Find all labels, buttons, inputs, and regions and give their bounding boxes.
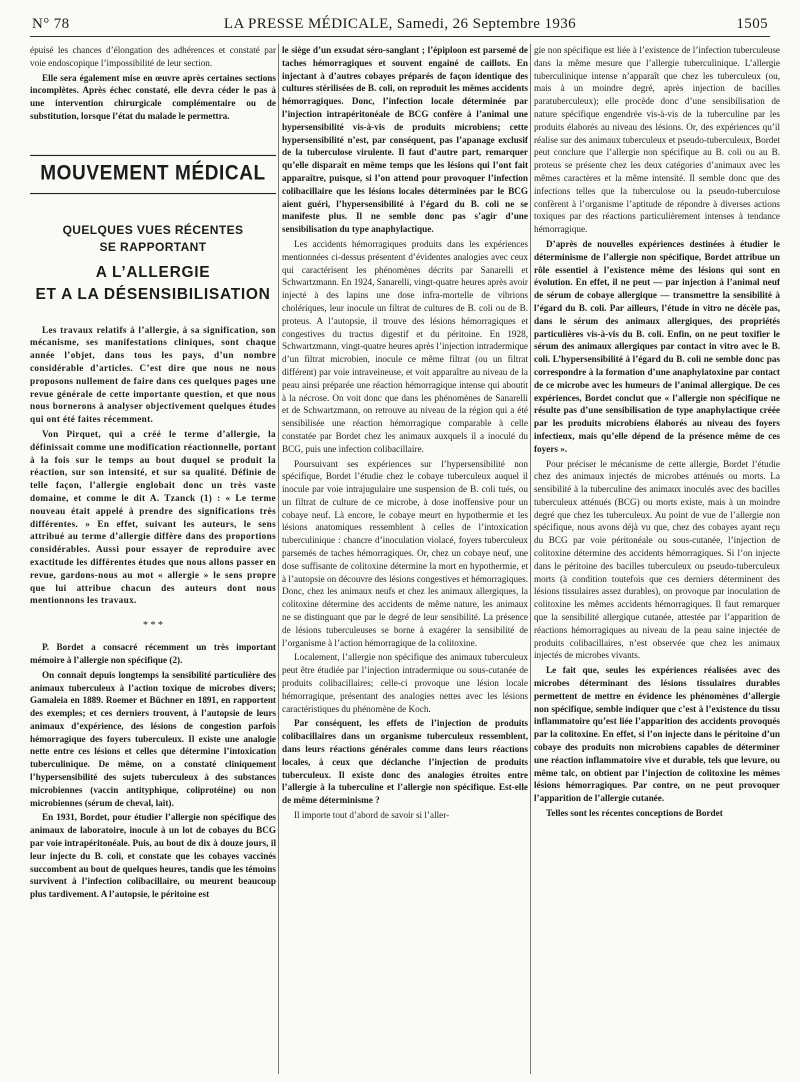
article-title [30, 262, 276, 306]
paragraph: Le fait que, seules les expériences réalisées avec des microbes déterminant des lésions tissulaires durables permettent de mettre en évidence les phénomènes d’allergie non spécifique, semble indiquer que c’est à l’existence du tissu inflammatoire qu’est liée l’apparition des accidents provoqués par la colitoxine. En effet, si l’on injecte dans le péritoine d’un cobaye des produits non microbiens capables de déterminer une réaction inflammatoire vive et durable, tels que levure, ou même talc, on obtient par l’injection de colitoxine les mêmes lésions hémorragiques. Par contre, on ne peut provoquer l’apparition de l’allergie cutanée. [534, 665, 780, 804]
paragraph: En 1931, Bordet, pour étudier l’allergie non spécifique des animaux de laboratoire, inocule à un lot de cobayes du BCG par voie intrapéritonéale. Puis, au bout de dix à douze jours, il leur injecte du B. coli, et constate que les cobayes vaccinés succombent au bout de quelques heures, tandis que les témoins survivent à l’infection colibacillaire, ou meurent beaucoup plus tardivement. A l’autopsie, le péritoine est [30, 812, 276, 900]
column-rule [278, 44, 279, 1074]
paragraph: D’après de nouvelles expériences destinées à étudier le déterminisme de l’allergie non spécifique, Bordet attribue un rôle essentiel à l’existence même des lésions qui sont en évolution. En effet, il ne peut — par injection à l’animal neuf de sérum de cobaye allergique — transmettre la sensibilité à l’égard du B. coli. Par ailleurs, l’étude in vitro ne décèle pas, dans le sérum des animaux allergiques, des propriétés particulières vis-à-vis du B. coli. Enfin, on ne peut toxifier le sérum des animaux allergiques par contact in vitro avec le B. coli. L’hypersensibilité à l’égard du B. coli ne semble donc pas correspondre à la formation d’une anaphylatoxine par contact de ce microbe avec les humeurs de l’animal allergique. De ces expériences, Bordet conclut que « l’allergie non spécifique ne résulte pas d’une sensibilisation de type anaphylactique créée par les produits microbiens élaborés au niveau des foyers infectieux, mais qu’elle dépend de la présence même de ces foyers ». [534, 238, 780, 454]
paragraph: Localement, l’allergie non spécifique des animaux tuberculeux peut être étudiée par l’injection intradermique ou sous-cutanée de produits colibacillaires; celle-ci provoque une lésion locale hémorragique, présentant des analogies nettes avec les lésions caractéristiques du phénomène de Koch. [282, 652, 528, 714]
page-header [30, 12, 770, 38]
paragraph: P. Bordet a consacré récemment un très important mémoire à l’allergie non spécifique (2). [30, 642, 276, 665]
section-separator: * * * [143, 620, 163, 632]
column-3 [534, 44, 780, 1076]
paragraph: Par conséquent, les effets de l’injection de produits colibacillaires dans un organisme tuberculeux ressemblent, dans leurs réactions générales comme dans leurs réactions locales, à ceux que déclanche l’injection de produits tuberculeux. Il existe donc des analogies étroites entre l’allergie à la tuberculine et l’allergie non spécifique. Est-elle de même déterminisme ? [282, 718, 528, 806]
header-rule [30, 36, 770, 37]
section-title: MOUVEMENT MÉDICAL [30, 155, 276, 194]
paragraph: Telles sont les récentes conceptions de Bordet [546, 808, 723, 819]
title-line: A L’ALLERGIE [95, 263, 211, 281]
kicker-line: SE RAPPORTANT [99, 239, 207, 254]
paragraph: Poursuivant ses expériences sur l’hypersensibilité non spécifique, Bordet l’étudie chez le cobaye tuberculeux auquel il inocule par voie intrajugulaire une suspension de B. coli tués, ou un filtrat de culture de ce microbe, à dose inoffensive pour un cobaye neuf. Là encore, le cobaye meurt en hypothermie et les lésions anatomiques ressemblent à celles de l’intoxication tuberculinique : chancre d’inoculation violacé, foyers tuberculeux parsemés de taches hémorragiques. Or, chez un cobaye neuf, une dose suffisante de colitoxine détermine la mort en hypothermie, et à l’autopsie on découvre des lésions congestives et hémorragiques. Donc, chez les animaux neufs et chez les animaux allergiques, la colitoxine détermine des accidents de même nature, les animaux ne se distinguant que par le degré de leur sensibilité. La présence de lésions tuberculeuses se borne à exagérer la sensibilité de l’organisme à l’action hémorragique de la colitoxine. [282, 458, 528, 648]
paragraph: Von Pirquet, qui a créé le terme d’allergie, la définissait comme une modification réactionnelle, portant à la fois sur le temps au bout duquel se produit la réaction, sur son intensité, et sur sa qualité. Définie de telle façon, l’allergie englobait donc un très vaste domaine, et comme le dit A. Tzanck (1) : « Le terme nouveau était appelé à prendre des significations très différentes. » En effet, suivant les auteurs, le sens attribué au terme d’allergie diffère dans des proportions considérables. Aussi pour essayer de reproduire avec exactitude les différentes études que nous allons passer en revue, gardons-nous au mot « allergie » le sens propre que lui attribue chacun des auteurs dont nous mentionnons les travaux. [30, 428, 276, 606]
article-kicker [30, 222, 276, 256]
title-line: ET A LA DÉSENSIBILISATION [35, 285, 271, 303]
page-number: 1505 [736, 16, 768, 32]
paragraph: Les travaux relatifs à l’allergie, à sa signification, son mécanisme, ses manifestations cliniques, sont chaque année l’objet, dans tous les pays, d’un nombre considérable d’articles. C’est dire que nous ne nous proposons nullement de faire dans ces quelques pages une revue générale de cette importante question, et que nous nous bornerons à analyser objectivement quelques études qui ont été faites récemment. [30, 324, 276, 425]
column-rule [530, 44, 531, 1074]
paragraph: Il importe tout d’abord de savoir si l’aller- [294, 810, 450, 821]
paragraph: Les accidents hémorragiques produits dans les expériences mentionnées ci-dessus présentent d’évidentes analogies avec ceux qui caractérisent les phénomènes décrits par Sanarelli et Schwartzmann. En 1924, Sanarelli, vingt-quatre heures après avoir injecté à des lapins une dose infra-mortelle de vibrions cholériques, leur inocule un filtrat de cultures de B. coli ou de B. proteus. A l’autopsie, il trouve des lésions hémorragiques et congestives du tractus digestif et du péritoine. En 1928, Schwartzmann, vingt-quatre heures après l’injection intradermique d’un filtrat microbien, inocule ce même filtrat (ou un filtrat différent) par voie intraveineuse, et voit apparaître au niveau de la peau ainsi préparée une réaction hémorragique intense qui aboutit à la nécrose. On voit donc que dans les phénomènes de Sanarelli et de Schwartzmann, on retrouve au niveau de la région qui a été sensibilisée une réaction hémorragique comparable à celle constatée par Bordet chez les animaux auxquels il a inoculé du BCG, puis une infection colibacillaire. [282, 238, 528, 454]
paragraph: On connaît depuis longtemps la sensibilité particulière des animaux tuberculeux à l’action toxique de microbes divers; Gamaleia en 1889. Roemer et Büchner en 1891, en rapportent des exemples; et ces derniers trouvent, à l’autopsie de leurs animaux d’expérience, des lésions de congestion parfois hémorragique des foyers tuberculeux. Il existe une analogie nette entre ces lésions et celles que détermine l’intoxication tuberculinique. De même, on a constaté cliniquement l’hypersensibilité des sujets tuberculeux à des substances microbiennes (vaccin antityphique, coliprotéine) ou non microbiennes (sérum de cheval, lait). [30, 669, 276, 808]
column-2 [282, 44, 528, 1076]
column-1 [30, 44, 276, 1076]
paragraph: gie non spécifique est liée à l’existence de l’infection tuberculeuse dans la même mesure que l’allergie tuberculinique. L’allergie tuberculinique intense n’apparaît que chez les tuberculeux (ou, mais à un moindre degré, après injection de bacilles paratuberculeux); elle procède donc d’une sensibilisation de nature spécifique engendrée vis-à-vis de la tuberculine par les produits élaborés au niveau des lésions. Or, des expériences qu’il réalise sur des animaux tuberculeux et pseudo-tuberculeux, Bordet peut conclure que l’allergie non spécifique au B. coli ou au B. proteus se présente chez les deux catégories d’animaux avec les mêmes caractères et la même intensité. Il semble donc que des infections telles que la tuberculose ou la pseudo-tuberculose confèrent à l’organisme l’aptitude de répondre à diverses actions toxiques par des réactions particulièrement intenses à tendance hémorragique. [534, 45, 780, 235]
paragraph: épuisé les chances d’élongation des adhérences et constaté par voie endoscopique l’impossibilité de leur section. [30, 45, 276, 68]
issue-number: N° 78 [32, 16, 70, 32]
journal-title-date: LA PRESSE MÉDICALE, Samedi, 26 Septembre 1936 [223, 16, 577, 32]
paragraph: le siège d’un exsudat séro-sanglant ; l’épiploon est parsemé de taches hémorragiques et souvent engainé de caillots. En injectant à d’autres cobayes préparés de façon identique des cultures stérilisées de B. coli, on reproduit les mêmes accidents hémorragiques. Donc, l’infection locale déterminée par l’injection intrapéritonéale de BCG confère à l’animal une hypersensibilité vis-à-vis de produits microbiens; cette hypersensibilité n’est, par conséquent, pas l’apanage exclusif de la tuberculose virulente. Il faut d’autre part, remarquer qu’elle disparaît en même temps que les lésions qui l’ont fait apparaître, puisque, si l’on attend pour provoquer l’infection colibacillaire que les lésions locales déterminées par le BCG aient guéri, l’hypersensibilité à l’égard du B. coli ne se manifeste plus. Il ne semble donc pas s’agir d’une sensibilisation du type anaphylactique. [282, 45, 528, 235]
kicker-line: QUELQUES VUES RÉCENTES [62, 222, 244, 237]
paragraph: Pour préciser le mécanisme de cette allergie, Bordet l’étudie chez des animaux injectés de microbes atténués ou morts. La sensibilité à la tuberculine des animaux inoculés avec des bacilles tuberculeux atténués (BCG) ou morts existe, mais à un moindre degré que chez les tuberculeux. Au point de vue de l’allergie non spécifique, nous avons déjà vu que, chez des cobayes ayant reçu du BCG par voie péritonéale ou sous-cutanée, l’injection de colitoxine détermine des accidents hémorragiques. Si l’on injecte dans le péritoine des bacilles tuberculeux ou pseudo-tuberculeux morts (à condition toutefois que ces derniers déterminent des lésions tissulaires assez durables), on provoque par inoculation de colitoxine les mêmes accidents hémorragiques. Il faut remarquer que la sensibilité allergique cutanée, attestée par l’apparition de réactions hémorragiques au niveau de la peau saine injectée de produits colibacillaires, n’est observée que chez les animaux injectés de microbes vivants. [534, 458, 780, 661]
paragraph: Elle sera également mise en œuvre après certaines sections incomplètes. Après échec constaté, elle devra céder le pas à une intervention chirurgicale complémentaire ou de substitution, lorsque l’état du malade le permettra. [30, 72, 276, 121]
